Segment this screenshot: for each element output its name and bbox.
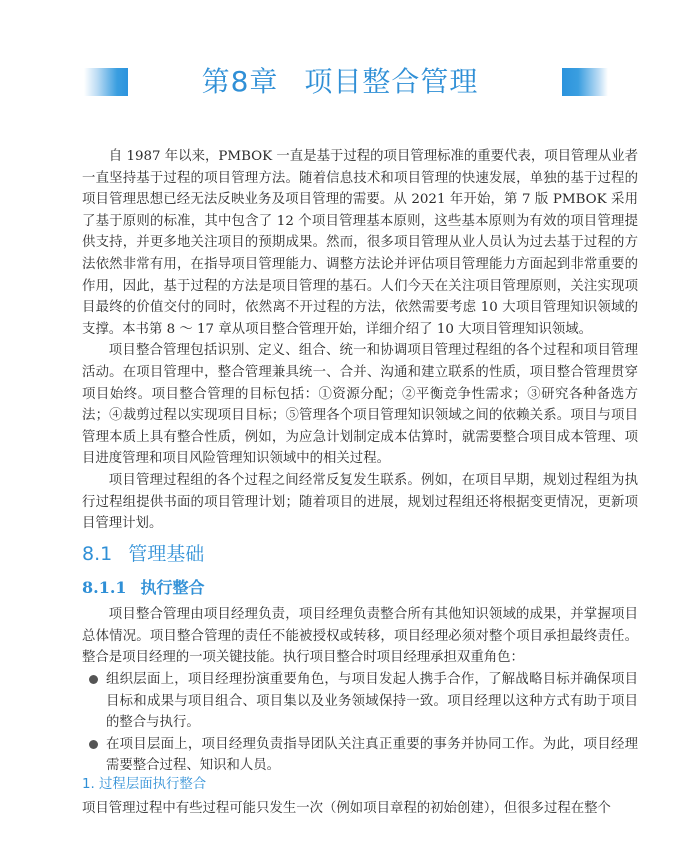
chapter-number: 第8章 [201, 65, 279, 98]
subsection-number: 8.1.1 [82, 578, 127, 597]
section-number: 8.1 [82, 543, 113, 565]
intro-text [82, 146, 638, 535]
bullet-text: 在项目层面上，项目经理负责指导团队关注真正重要的事务并协同工作。为此，项目经理需要整合过程、知识和人员。 [106, 736, 638, 774]
subsubsection-text [82, 798, 638, 820]
subsection-heading [82, 575, 205, 598]
bullet-dot-icon [89, 675, 98, 684]
bullet-text: 组织层面上，项目经理扮演重要角色，与项目发起人携手合作，了解战略目标并确保项目目标和成果与项目组合、项目集以及业务领域保持一致。项目经理以这种方式有助于项目的整合与执行。 [106, 672, 638, 731]
subsection-paragraph: 项目整合管理由项目经理负责，项目经理负责整合所有其他知识领域的成果，并掌握项目总体情况。项目整合管理的责任不能被授权或转移，项目经理必须对整个项目承担最终责任。整合是项目经理的一项关键技能。执行项目整合时项目经理承担双重角色： [82, 607, 638, 666]
chapter-name: 项目整合管理 [304, 65, 479, 98]
bullet-item [82, 734, 638, 777]
intro-paragraph: 项目整合管理包括识别、定义、组合、统一和协调项目管理过程组的各个过程和项目管理活动。在项目管理中，整合管理兼具统一、合并、沟通和建立联系的性质，项目整合管理贯穿项目始终。项目整合管理的目标包括：①资源分配；②平衡竞争性需求；③研究各种备选方法；④裁剪过程以实现项目目标；⑤管理各个项目管理知识领域之间的依赖关系。项目与项目管理本质上具有整合性质，例如，为应急计划制定成本估算时，就需要整合项目成本管理、项目进度管理和项目风险管理知识领域中的相关过程。 [82, 343, 638, 467]
intro-paragraph: 项目管理过程组的各个过程之间经常反复发生联系。例如，在项目早期，规划过程组为执行过程组提供书面的项目管理计划；随着项目的进展，规划过程组还将根据变更情况，更新项目管理计划。 [82, 472, 638, 532]
section-title: 管理基础 [128, 543, 205, 565]
intro-paragraph: 自 1987 年以来，PMBOK 一直是基于过程的项目管理标准的重要代表，项目管理从业者一直坚持基于过程的项目管理方法。随着信息技术和项目管理的快速发展，单独的基于过程的项目管理思想已经无法反映业务及项目管理的需要。从 2021 年开始，第 7 版 PMBOK 采用了基于原则的标准，其中包含了 12 个项目管理基本原则，这些基本原则为有效的项目管理提供支持，并更多地关注项目的预期成果。然而，很多项目管理从业人员认为过去基于过程的方法依然非常有用，在指导项目管理能力、调整方法论并评估项目管理能力方面起到非常重要的作用，因此，基于过程的方法是项目管理的基石。人们今天在关注项目管理原则，关注实现项目最终的价值交付的同时，依然离不开过程的方法，依然需要考虑 10 大项目管理知识领域的支撑。本书第 8 ～ 17 章从项目整合管理开始，详细介绍了 10 大项目管理知识领域。 [82, 149, 638, 337]
subsubsection-heading: 1. 过程层面执行整合 [82, 777, 207, 792]
chapter-title [0, 60, 680, 100]
subsection-title: 执行整合 [140, 578, 205, 597]
subsection-text [82, 604, 638, 669]
subsubsection-paragraph: 项目管理过程中有些过程可能只发生一次（例如项目章程的初始创建），但很多过程在整个 [82, 801, 611, 816]
section-heading [82, 539, 204, 566]
bullet-dot-icon [89, 740, 98, 749]
bullet-item [82, 669, 638, 734]
bullet-list [82, 669, 638, 777]
